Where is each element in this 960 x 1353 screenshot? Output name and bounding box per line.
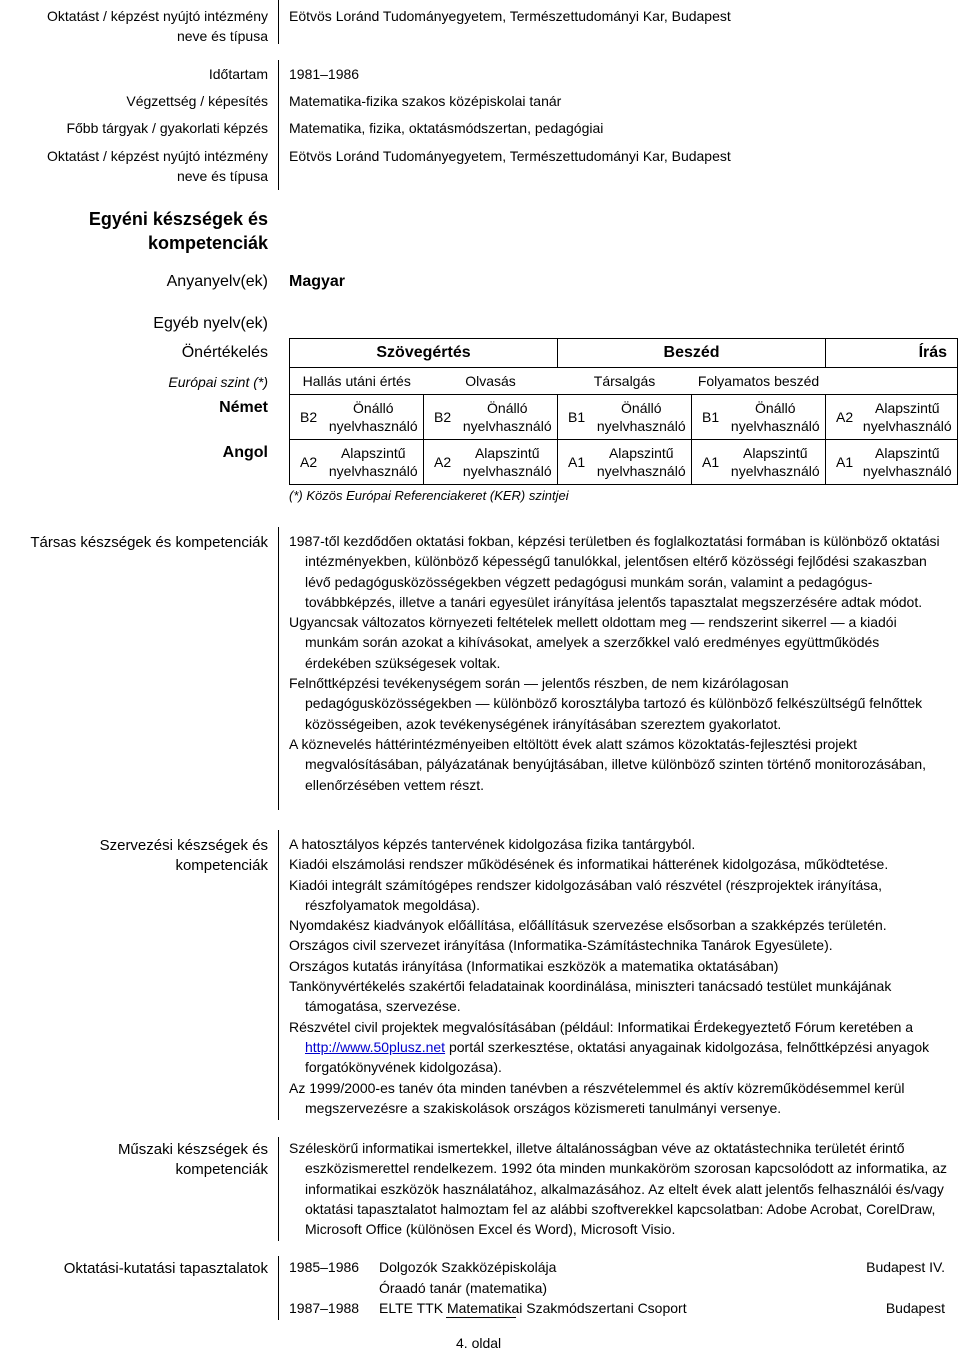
social-skills-text — [289, 531, 949, 795]
paragraph: A köznevelés háttérintézményeiben eltöltött évek alatt számos közoktatás-fejlesztési projekt megvalósításában, pályázatának benyújtásában, illetve különböző szinten történő monitorozásában, ellenőrzésében vettem részt. — [289, 735, 927, 793]
mother-tongue-label: Anyanyelv(ek) — [166, 273, 268, 290]
footer-rule — [446, 1317, 516, 1318]
divider-line — [278, 1256, 279, 1320]
role: Óraadó tanár (matematika) — [379, 1280, 548, 1296]
years: 1985–1986 — [289, 1259, 360, 1275]
other-languages-label: Egyéb nyelv(ek) — [153, 315, 268, 332]
level-desc: Önálló nyelvhasználó — [726, 395, 826, 440]
level-code: A1 — [692, 440, 726, 485]
level-code: A2 — [826, 395, 858, 440]
european-level-label: Európai szint (*) — [168, 374, 268, 390]
degree-label: Végzettség / képesítés — [126, 93, 268, 109]
divider-line — [278, 0, 279, 44]
paragraph: Országos kutatás irányítása (Informatikai eszközök a matematika oktatásában) — [289, 957, 779, 974]
paragraph: Nyomdakész kiadványok előállítása, előállításuk szervezése elsősorban a szakképzés területén. — [289, 917, 887, 934]
divider-line — [278, 1137, 279, 1241]
paragraph: Széleskörű informatikai ismertekkel, illetve általánosságban véve az oktatástechnika területét érintő eszközismerettel rendelkezem. 1992 óta minden munkaköröm szorosan kapcsolódott az informatika, az informatikai eszközök használatához, alkalmazásához. Az eltelt évek alatt jelentős felhasználói és/vagy oktatási tapasztalatot halmoztam fel az alábbi szoftverekkel kapcsolatban: Adobe Acrobat, CorelDraw, Microsoft Office (különösen Excel és Word), Microsoft Visio. — [289, 1140, 947, 1238]
language-name: Német — [219, 399, 268, 416]
city: Budapest IV. — [866, 1259, 945, 1275]
paragraph: Tankönyvértékelés szakértői feladatainak koordinálása, miniszteri tanácsadó testület munkájának támogatása, szervezése. — [289, 978, 892, 1015]
level-desc: Alapszintű nyelvhasználó — [726, 440, 826, 485]
group-header: Szövegértés — [290, 339, 558, 368]
level-code: B2 — [424, 395, 458, 440]
paragraph: Országos civil szervezet irányítása (Informatika-Számítástechnika Tanárok Egyesülete). — [289, 937, 833, 954]
research-label: Oktatási-kutatási tapasztalatok — [63, 1260, 268, 1277]
level-code: A2 — [290, 440, 324, 485]
place: ELTE TTK Matematikai Szakmódszertani Csoport — [379, 1300, 687, 1316]
level-desc: Alapszintű nyelvhasználó — [324, 440, 424, 485]
duration-value: 1981–1986 — [289, 66, 360, 82]
language-row-nemet — [290, 395, 958, 440]
paragraph: A hatosztályos képzés tantervének kidolgozása fizika tantárgyból. — [289, 836, 696, 852]
section-heading-skills: Egyéni készségek és kompetenciák — [88, 209, 268, 253]
city: Budapest — [885, 1300, 945, 1316]
divider-line — [278, 60, 279, 190]
tech-skills-label: Műszaki készségek és kompetenciák — [117, 1141, 268, 1178]
level-desc: Alapszintű nyelvhasználó — [458, 440, 558, 485]
paragraph: Kiadói integrált számítógépes rendszer kidolgozásában való részvétel (részprojektek irányítása, részfolyamatok megoldása). — [289, 876, 882, 913]
social-skills-label: Társas készségek és kompetenciák — [30, 534, 268, 551]
level-desc: Önálló nyelvhasználó — [324, 395, 424, 440]
level-code: A2 — [424, 440, 458, 485]
mother-tongue-value: Magyar — [289, 273, 346, 290]
tech-skills-text — [289, 1138, 949, 1239]
paragraph: 1987-től kezdődően oktatási fokban, képzési területben és foglalkoztatási formában is különböző oktatási intézményekben, különböző képességű tanulókkal, jelentősen eltérő közösségi fejlődési szakaszban lévő pedagógusközösségekben végzett pedagógusi munkám során, valamint a pedagógus-továbbképzés, illetve a tanári egyesület irányítása jelentős tapasztalat megszerzésére adtak módot. — [289, 533, 940, 610]
language-row-angol — [290, 440, 958, 485]
sub-header: Olvasás — [424, 368, 558, 395]
group-header: Írás — [826, 339, 958, 368]
place: Dolgozók Szakközépiskolája — [379, 1259, 557, 1275]
level-code: B2 — [290, 395, 324, 440]
self-assessment-label: Önértékelés — [181, 344, 268, 361]
level-code: A1 — [826, 440, 858, 485]
footnote: (*) Közös Európai Referenciakeret (KER) szintjei — [289, 488, 569, 503]
language-table — [289, 338, 958, 485]
level-desc: Önálló nyelvhasználó — [458, 395, 558, 440]
years: 1987–1988 — [289, 1300, 360, 1316]
institution-value: Eötvös Loránd Tudományegyetem, Természettudományi Kar, Budapest — [289, 148, 731, 164]
level-desc: Alapszintű nyelvhasználó — [592, 440, 692, 485]
level-desc: Alapszintű nyelvhasználó — [858, 395, 958, 440]
level-desc: Alapszintű nyelvhasználó — [858, 440, 958, 485]
paragraph: Kiadói elszámolási rendszer működésének és informatikai hátterének kidolgozása, működtetése. — [289, 856, 889, 873]
paragraph: Felnőttképzési tevékenységem során — jelentős részben, de nem kizárólagosan pedagógusközösségekben — különböző korosztályba tartozó és különböző felkészültségű felnőttek közösségeiben, azok tevékenységének irányításában szereztem gyakorlatot. — [289, 675, 923, 732]
level-code: B1 — [692, 395, 726, 440]
sub-header — [826, 368, 958, 395]
org-skills-label: Szervezési készségek és kompetenciák — [99, 837, 268, 874]
divider-line — [278, 527, 279, 810]
group-header: Beszéd — [558, 339, 826, 368]
sub-header: Hallás utáni értés — [290, 368, 424, 395]
paragraph: Az 1999/2000-es tanév óta minden tanévben a részvételemmel és aktív közreműködésemmel kerül megszervezésre a szakiskolások országos közismereti tanulmányi versenye. — [289, 1079, 905, 1116]
degree-value: Matematika-fizika szakos középiskolai tanár — [289, 93, 562, 109]
language-name: Angol — [222, 444, 268, 461]
level-desc: Önálló nyelvhasználó — [592, 395, 692, 440]
sub-header: Folyamatos beszéd — [692, 368, 826, 395]
divider-line — [278, 830, 279, 1120]
institution-label: Oktatást / képzést nyújtó intézmény neve és típusa — [47, 8, 268, 44]
website-link[interactable]: http://www.50plusz.net — [305, 1038, 446, 1055]
sub-header: Társalgás — [558, 368, 692, 395]
org-skills-text — [289, 834, 949, 1118]
paragraph: Ugyancsak változatos környezeti feltételek mellett oldottam meg — rendszerint sikerrel — a kiadói munkám során azokat a kihívásokat, amelyek a szerzőkkel való eredményes együttműködés érdekében szükségesek voltak. — [289, 614, 897, 671]
institution-value: Eötvös Loránd Tudományegyetem, Természettudományi Kar, Budapest — [289, 8, 731, 24]
page-number: 4. oldal — [456, 1335, 502, 1351]
level-code: A1 — [558, 440, 592, 485]
duration-label: Időtartam — [208, 66, 268, 82]
level-code: B1 — [558, 395, 592, 440]
institution-label: Oktatást / képzést nyújtó intézmény neve és típusa — [47, 148, 268, 184]
subjects-value: Matematika, fizika, oktatásmódszertan, pedagógiai — [289, 120, 604, 136]
paragraph: Részvétel civil projektek megvalósításában (például: Informatikai Érdekegyeztető Fórum keretében a http://www.50plusz.net portál szerkesztése, oktatási anyagainak kidolgozása, felnőttképzési anyagok forgatókönyvének kidolgozása). — [289, 1018, 930, 1076]
subjects-label: Főbb tárgyak / gyakorlati képzés — [66, 120, 268, 136]
